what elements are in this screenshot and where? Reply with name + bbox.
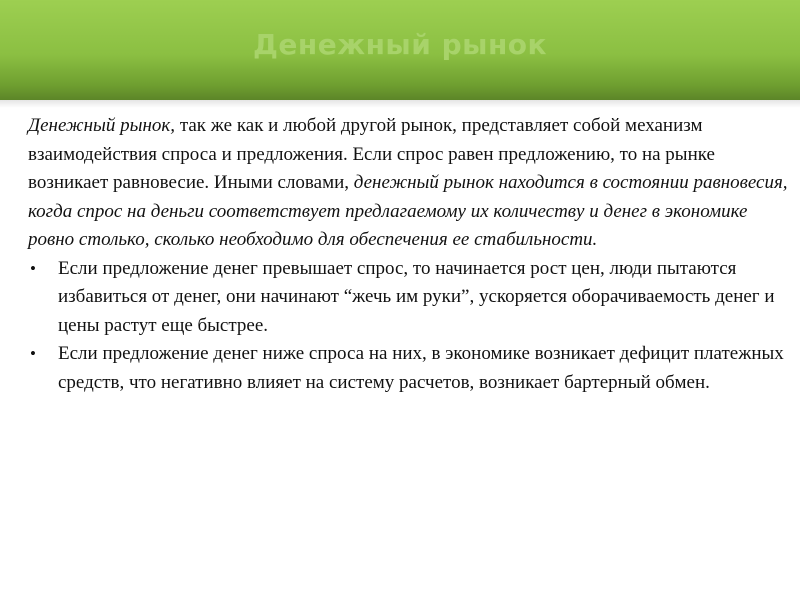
banner-shadow <box>0 100 800 108</box>
bullet-marker: • <box>30 258 36 278</box>
intro-plain-text: так же как и любой другой рынок, представляет собой механизм взаимодействия спроса и предложения. Если спрос равен предложению, то на рынке возникает равновесие. Иными словами, <box>28 115 715 193</box>
intro-lead-italic: Денежный рынок, <box>28 115 176 136</box>
slide-title: Денежный рынок <box>252 28 548 61</box>
bullet-marker: • <box>30 344 36 363</box>
slide-body <box>28 112 788 397</box>
bullet-item <box>28 255 788 341</box>
intro-tail-italic: денежный рынок находится в состоянии равновесия, когда спрос на деньги соответствует предлагаемому их количеству и денег в экономике ровно столько, сколько необходимо для обеспечения ее стабильности. <box>28 172 788 250</box>
bullet-list <box>28 255 788 398</box>
bullet-text: Если предложение денег ниже спроса на них, в экономике возникает дефицит платежных средств, что негативно влияет на систему расчетов, возникает бартерный обмен. <box>58 343 784 393</box>
bullet-text: Если предложение денег превышает спрос, то начинается рост цен, люди пытаются избавиться от денег, они начинают “жечь им руки”, ускоряется оборачиваемость денег и цены растут еще быстрее. <box>58 257 775 336</box>
intro-paragraph <box>28 112 788 255</box>
bullet-item <box>28 340 788 397</box>
